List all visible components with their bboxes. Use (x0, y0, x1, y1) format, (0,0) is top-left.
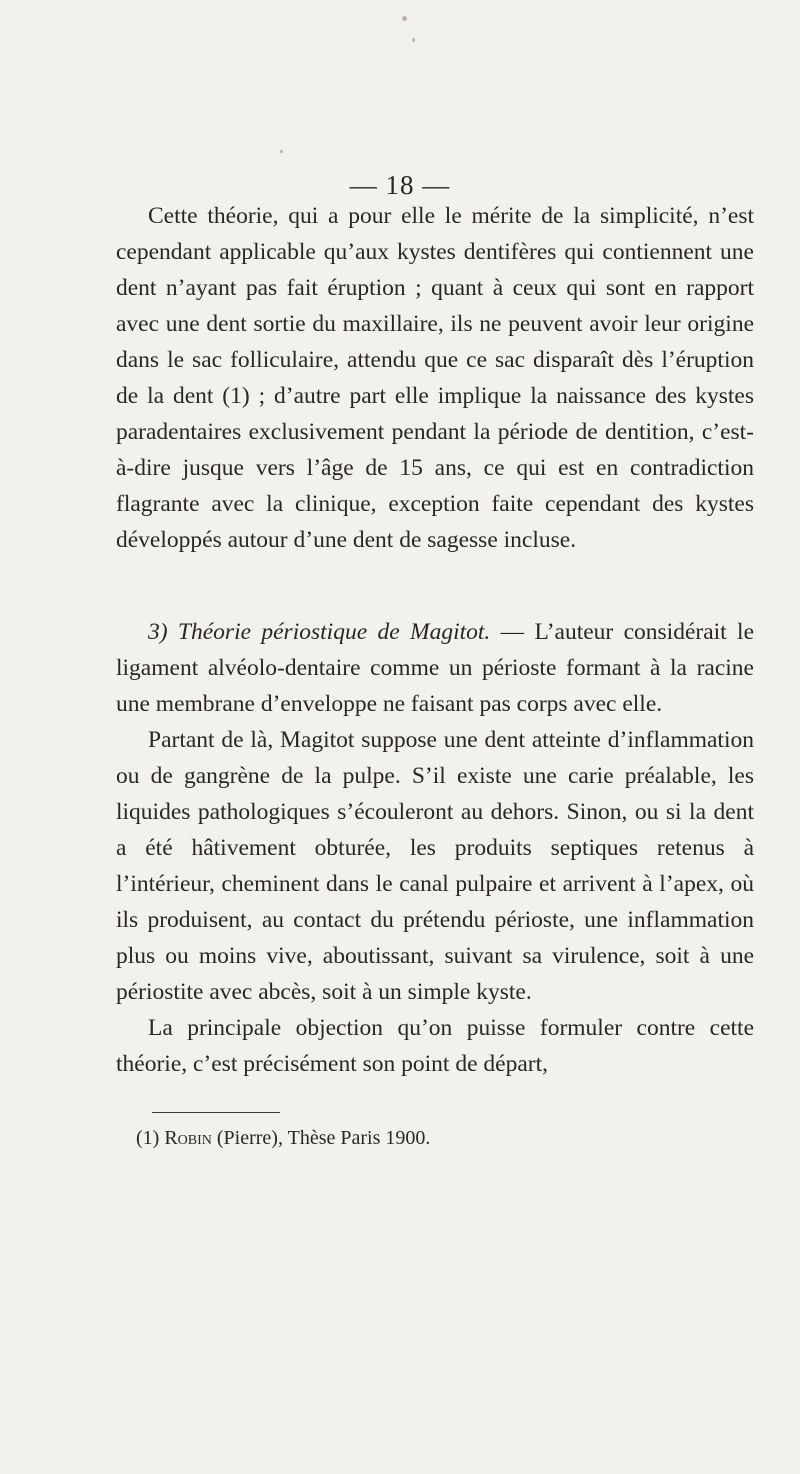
paragraph-2 (116, 614, 754, 722)
paragraph-2-body: — L’auteur considérait le ligament alvéolo-dentaire comme un périoste formant à la racine une membrane d’enveloppe ne faisant pas corps avec elle. (116, 619, 754, 717)
page-number: — 18 — (349, 170, 451, 200)
paragraph-1 (116, 198, 754, 558)
paper-speck (412, 38, 415, 42)
paragraph-2-text (116, 614, 754, 722)
paragraph-3 (116, 722, 754, 1010)
footnote (136, 1124, 430, 1152)
footnote-author: Robin (164, 1127, 212, 1149)
footnote-text: (Pierre), Thèse Paris 1900. (211, 1127, 431, 1149)
paper-speck (402, 16, 407, 21)
footnote-marker: (1) (136, 1127, 160, 1149)
paper-speck (280, 150, 283, 153)
section-heading: 3) Théorie périostique de Magitot. (148, 619, 491, 645)
paragraph-4 (116, 1010, 754, 1082)
paragraph-3-text: Partant de là, Magitot suppose une dent atteinte d’inflammation ou de gangrène de la pulpe. S’il existe une carie préalable, les liquides pathologiques s’écouleront au dehors. Sinon, ou si la dent a été hâtivement obturée, les produits septiques retenus à l’intérieur, cheminent dans le canal pulpaire et arrivent à l’apex, où ils produisent, au contact du prétendu périoste, une inflammation plus ou moins vive, aboutissant, suivant sa virulence, soit à une périostite avec abcès, soit à un simple kyste. (116, 727, 754, 1005)
paragraph-4-text: La principale objection qu’on puisse formuler contre cette théorie, c’est précisément son point de départ, (116, 1015, 754, 1077)
footnote-divider (152, 1112, 280, 1113)
paragraph-1-text: Cette théorie, qui a pour elle le mérite de la simplicité, n’est cependant applicable qu’aux kystes dentifères qui contiennent une dent n’ayant pas fait éruption ; quant à ceux qui sont en rapport avec une dent sortie du maxillaire, ils ne peuvent avoir leur origine dans le sac folliculaire, attendu que ce sac disparaît dès l’éruption de la dent (1) ; d’autre part elle implique la naissance des kystes paradentaires exclusivement pendant la période de dentition, c’est-à-dire jusque vers l’âge de 15 ans, ce qui est en contradiction flagrante avec la clinique, exception faite cependant des kystes développés autour d’une dent de sagesse incluse. (116, 203, 754, 553)
